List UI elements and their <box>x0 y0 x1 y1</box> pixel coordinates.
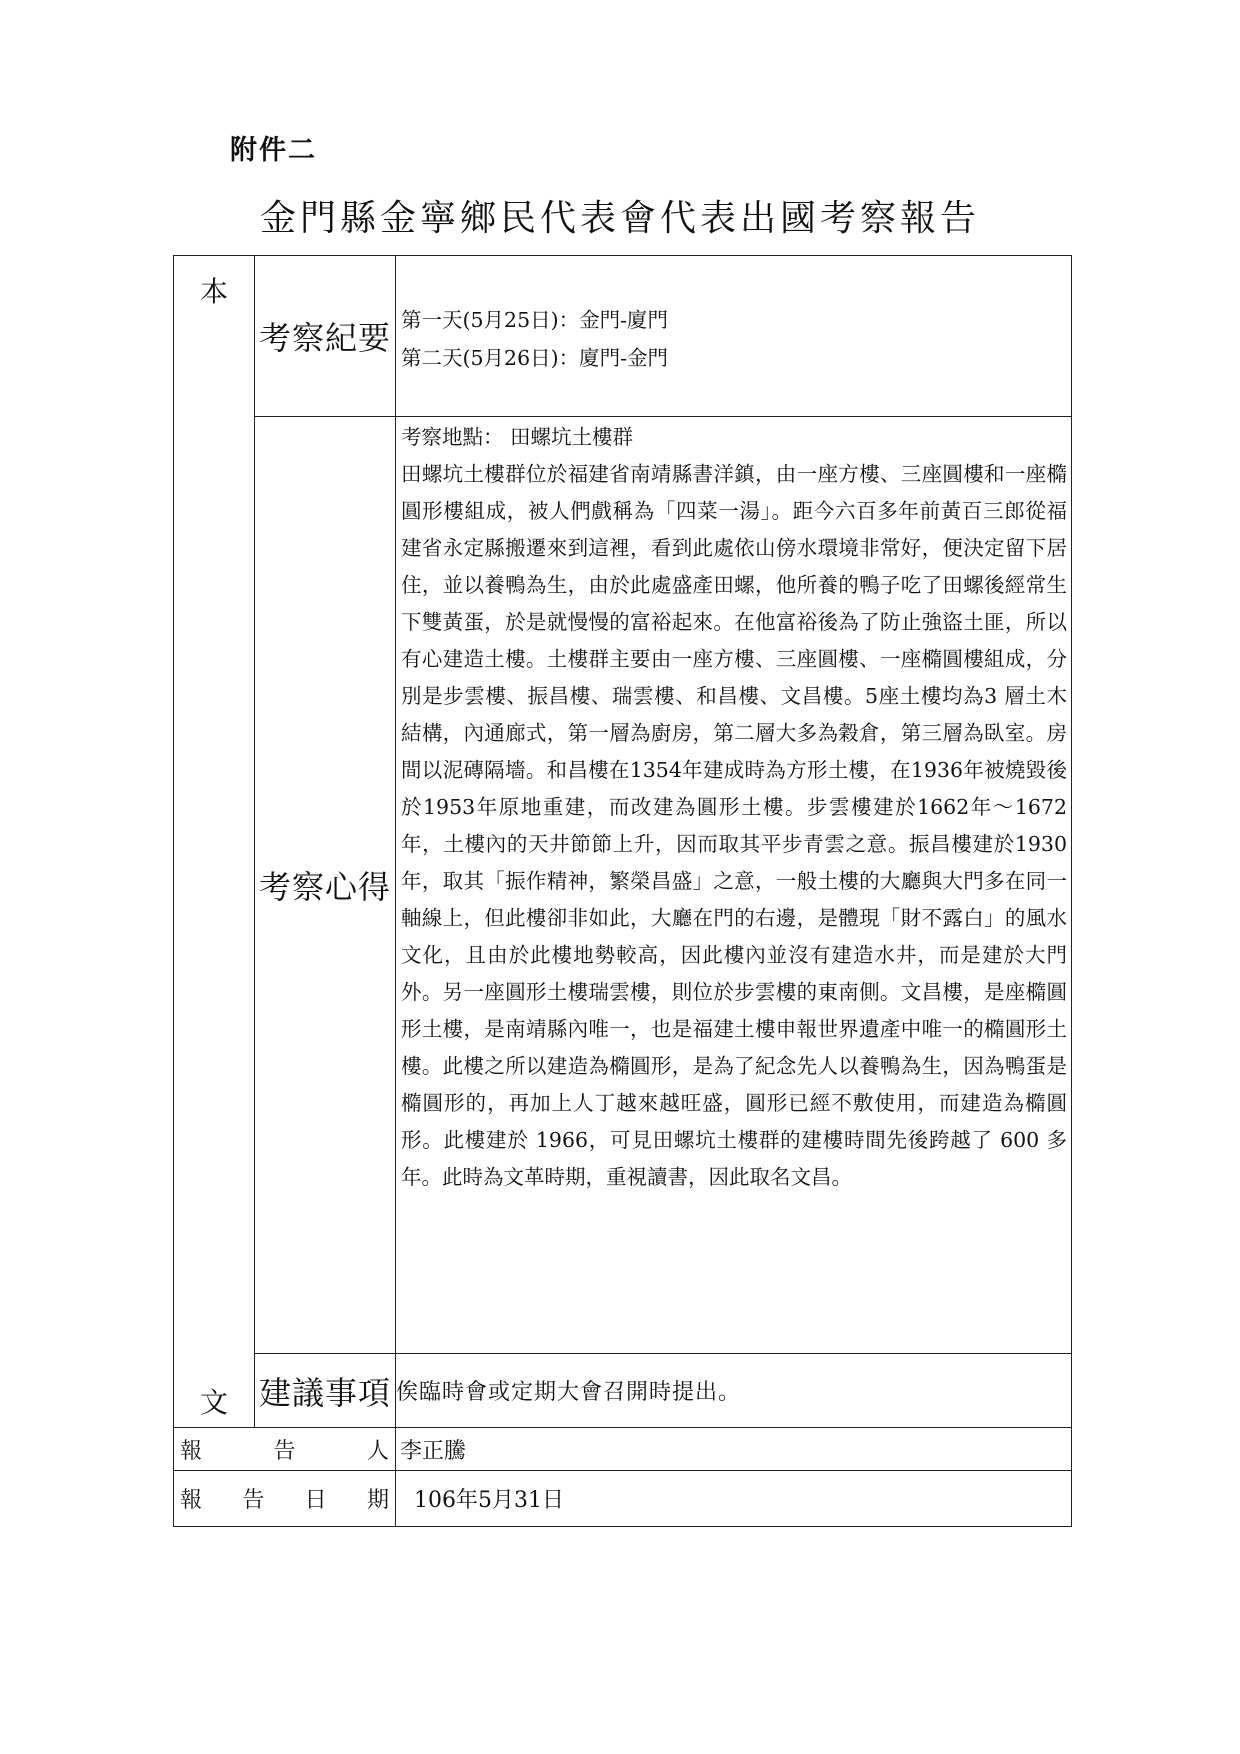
side-label-bottom: 文 <box>199 1386 228 1419</box>
summary-row <box>174 256 1072 417</box>
insight-location: 考察地點： 田螺坑土樓群 <box>401 425 634 449</box>
suggestion-text: 俟臨時會或定期大會召開時提出。 <box>396 1354 1072 1428</box>
reporter-label-char: 報 <box>180 1438 203 1464</box>
report-table <box>173 255 1072 1527</box>
report-date-value: 106年5月31日 <box>396 1471 1072 1527</box>
report-date-label-char: 告 <box>242 1488 265 1513</box>
side-label-cell <box>174 256 255 1428</box>
reporter-label-char: 人 <box>366 1438 389 1464</box>
report-date-row <box>174 1471 1072 1527</box>
side-label-top: 本 <box>199 275 228 308</box>
reporter-label <box>174 1428 396 1471</box>
report-date-label-char: 報 <box>180 1488 203 1513</box>
itinerary-day-1: 第一天(5月25日)：金門-廈門 <box>401 308 669 332</box>
attachment-label: 附件二 <box>230 135 317 166</box>
suggestion-row <box>174 1354 1072 1428</box>
reporter-label-char: 告 <box>273 1438 296 1464</box>
summary-label: 考察紀要 <box>255 256 396 417</box>
suggestion-label: 建議事項 <box>255 1354 396 1428</box>
itinerary-day-2: 第二天(5月26日)：廈門-金門 <box>401 346 669 370</box>
insight-content <box>396 417 1072 1354</box>
summary-content <box>396 256 1072 417</box>
reporter-name: 李正騰 <box>396 1428 1072 1471</box>
report-date-label-char: 日 <box>304 1488 327 1513</box>
report-date-label <box>174 1471 396 1527</box>
reporter-row <box>174 1428 1072 1471</box>
report-date-label-char: 期 <box>366 1488 389 1513</box>
insight-body: 田螺坑土樓群位於福建省南靖縣書洋鎮，由一座方樓、三座圓樓和一座橢圓形樓組成，被人們戲稱為「四菜一湯」。距今六百多年前黃百三郎從福建省永定縣搬遷來到這裡，看到此處依山傍水環境非常好，便決定留下居住，並以養鴨為生，由於此處盛產田螺，他所養的鴨子吃了田螺後經常生下雙黃蛋，於是就慢慢的富裕起來。在他富裕後為了防止強盜土匪，所以有心建造土樓。土樓群主要由一座方樓、三座圓樓、一座橢圓樓組成，分別是步雲樓、振昌樓、瑞雲樓、和昌樓、文昌樓。5座土樓均為3 層土木結構，內通廊式，第一層為廚房，第二層大多為穀倉，第三層為臥室。房間以泥磚隔墻。和昌樓在1354年建成時為方形土樓，在1936年被燒毀後於1953年原地重建，而改建為圓形土樓。步雲樓建於1662年～1672年，土樓內的天井節節上升，因而取其平步青雲之意。振昌樓建於1930年，取其「振作精神，繁榮昌盛」之意，一般土樓的大廳與大門多在同一軸線上，但此樓卻非如此，大廳在門的右邊，是體現「財不露白」的風水文化，且由於此樓地勢較高，因此樓內並沒有建造水井，而是建於大門外。另一座圓形土樓瑞雲樓，則位於步雲樓的東南側。文昌樓，是座橢圓形土樓，是南靖縣內唯一，也是福建土樓申報世界遺產中唯一的橢圓形土樓。此樓之所以建造為橢圓形，是為了紀念先人以養鴨為生，因為鴨蛋是橢圓形的，再加上人丁越來越旺盛，圓形已經不敷使用，而建造為橢圓形。此樓建於 1966，可見田螺坑土樓群的建樓時間先後跨越了 600 多年。此時為文革時期，重視讀書，因此取名文昌。 <box>401 462 1067 1189</box>
insight-label: 考察心得 <box>255 417 396 1354</box>
insight-row <box>174 417 1072 1354</box>
document-title: 金門縣金寧鄉民代表會代表出國考察報告 <box>259 198 980 239</box>
